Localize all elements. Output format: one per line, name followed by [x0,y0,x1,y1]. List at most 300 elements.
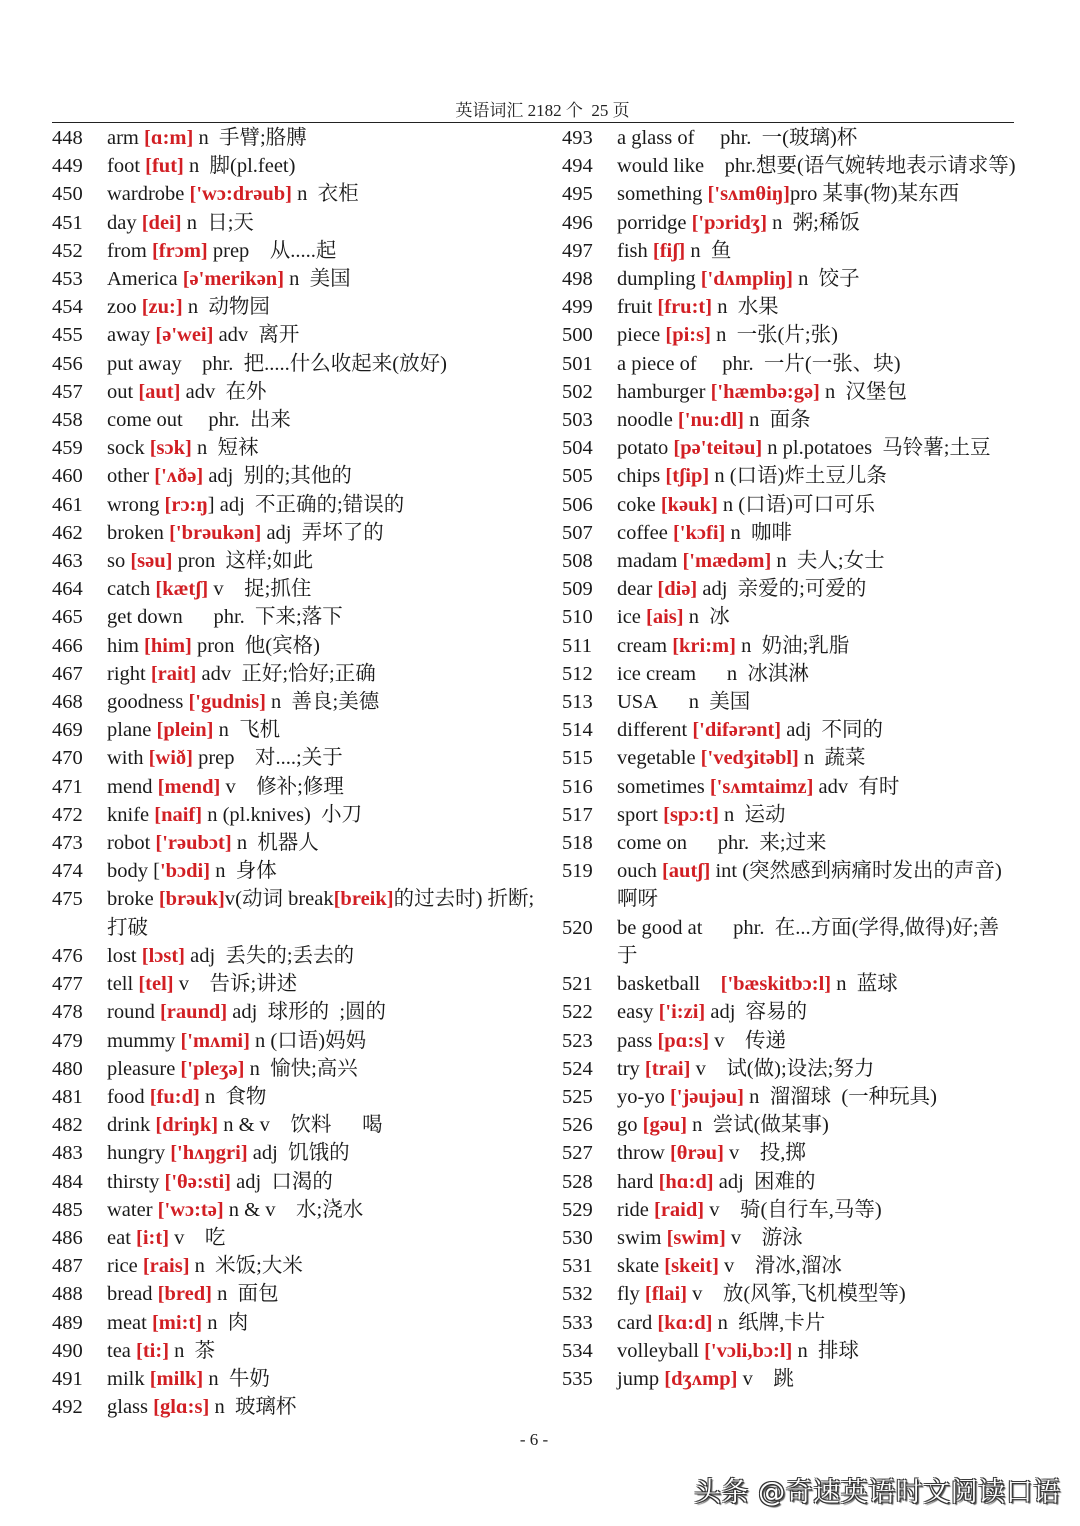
entry-phonetic: [plein] [156,719,214,742]
entry-word: wrong [107,493,160,516]
entry-body [107,857,277,885]
entry-word: fly [617,1283,640,1306]
entry-word: tell [107,973,134,996]
entry-definition: phr. 一(玻璃)杯 [694,127,858,149]
entry-definition: n 纸牌,卡片 [712,1311,826,1334]
entry-number: 494 [562,155,593,178]
entry-number: 461 [52,493,83,516]
entry-definition: n 愉快;高兴 [244,1057,358,1080]
entry-definition: n (口语)妈妈 [249,1029,367,1052]
entry-body [617,124,857,152]
entry-word: water [107,1198,153,1221]
entry-number: 492 [52,1396,83,1419]
entry-phonetic: [zu:] [141,296,183,319]
entry-body [617,914,1017,970]
entry-word: tea [107,1339,131,1362]
entry-word: goodness [107,691,184,714]
vocab-entry [52,180,552,208]
entry-number: 467 [52,662,83,685]
entry-number: 522 [562,1001,593,1024]
entry-number: 474 [52,860,83,883]
entry-number: 491 [52,1367,83,1390]
entry-phonetic: [driŋk] [155,1114,219,1137]
entry-number: 519 [562,860,593,883]
entry-word: fruit [617,296,653,319]
vocab-entry [562,519,1017,547]
vocab-entry [562,462,1017,490]
entry-word: try [617,1057,640,1080]
entry-word: away [107,324,151,347]
vocab-entry [562,688,1017,716]
entry-word: be good at [617,916,703,939]
vocab-entry [562,1309,1017,1337]
entry-definition: n 脚(pl.feet) [183,155,296,178]
entry-definition: adv 离开 [213,324,300,347]
entry-number: 516 [562,775,593,798]
vocab-entry [562,1280,1017,1308]
entry-body [617,155,1016,177]
entry-number: 530 [562,1226,593,1249]
entry-number: 483 [52,1142,83,1165]
vocab-entry [562,321,1017,349]
entry-number: 512 [562,662,593,685]
entry-number: 533 [562,1311,593,1334]
entry-definition: pro 某事(物)某东西 [790,183,960,206]
entry-definition: prep 对....;关于 [192,747,343,770]
vocab-entry [52,773,552,801]
entry-definition: n 玻璃杯 [209,1396,297,1419]
entry-body [107,265,351,293]
entry-body [107,1365,270,1393]
entry-number: 501 [562,352,593,375]
entry-body [107,350,447,378]
entry-number: 526 [562,1114,593,1137]
vocab-entry [52,462,552,490]
entry-body [617,1139,806,1167]
entry-word: hungry [107,1142,166,1165]
entry-number: 504 [562,437,593,460]
entry-body [617,773,899,801]
entry-definition: adj 亲爱的;可爱的 [697,578,867,601]
entry-word: come on [617,832,688,855]
vocab-entry [52,547,552,575]
entry-phonetic: [milk] [149,1367,204,1390]
vocab-entry [562,265,1017,293]
entry-number: 477 [52,973,83,996]
entry-phonetic: ['pleʒə] [180,1057,245,1080]
vocab-entry [562,1139,1017,1167]
entry-body [617,1168,816,1196]
entry-phonetic: [kætʃ] [155,578,209,601]
entry-phonetic: [mend] [157,775,221,798]
entry-body [107,716,280,744]
entry-word: wardrobe [107,183,185,206]
entry-number: 498 [562,268,593,291]
entry-body [617,632,849,660]
entry-number: 463 [52,550,83,573]
entry-phonetic: [lɔst] [141,944,186,967]
vocab-entry [52,1365,552,1393]
entry-number: 459 [52,437,83,460]
entry-number: 515 [562,747,593,770]
entry-number: 506 [562,493,593,516]
entry-number: 469 [52,719,83,742]
entry-body [617,519,792,547]
entry-definition: v 跳 [737,1367,794,1390]
entry-body [107,293,270,321]
entry-phonetic: [ti:] [136,1339,170,1362]
entry-phonetic: [i:t] [136,1226,170,1249]
entry-definition: n 飞机 [213,719,281,742]
entry-body [617,1224,803,1252]
entry-body [107,998,386,1026]
entry-phonetic: ['jəujəu] [669,1085,744,1108]
entry-body [617,1055,874,1083]
vocab-entry [52,1224,552,1252]
vocab-entry [52,603,552,631]
entry-definition: n 动物园 [182,296,270,319]
entry-definition: adj 容易的 [705,1001,808,1024]
entry-word: pleasure [107,1057,176,1080]
entry-number: 518 [562,832,593,855]
entry-body [107,829,319,857]
entry-phonetic: ['wɔ:tə] [157,1198,224,1221]
entry-word: body [107,860,148,883]
entry-body [107,547,313,575]
entry-word: day [107,211,137,234]
entry-number: 448 [52,127,83,149]
entry-body [107,124,307,152]
entry-number: 457 [52,380,83,403]
vocab-entry [562,744,1017,772]
entry-word: coke [617,493,656,516]
vocab-entry [52,1111,552,1139]
entry-word: would like [617,155,705,178]
entry-number: 496 [562,211,593,234]
entry-phonetic: [bred] [157,1283,212,1306]
entry-definition: v 骑(自行车,马等) [704,1198,882,1221]
entry-number: 508 [562,550,593,573]
vocab-entry [52,491,552,519]
vocab-entry [562,632,1017,660]
entry-number: 524 [562,1057,593,1080]
entry-phonetic: [frɔm] [151,239,208,262]
entry-definition: adj 别的;其他的 [203,465,352,488]
entry-definition: n 冰 [683,606,730,629]
vocab-entry [562,801,1017,829]
vocab-entry [52,434,552,462]
entry-body [107,885,552,941]
entry-phonetic: [glɑ:s] [153,1396,210,1419]
entry-phonetic: [pə'teitəu] [673,437,763,460]
vocab-entry [562,1111,1017,1139]
entry-body [107,209,254,237]
vocab-entry [52,1280,552,1308]
entry-definition: adj 口渴的 [231,1170,333,1193]
entry-number: 479 [52,1029,83,1052]
entry-body [107,321,299,349]
entry-phonetic: ['i:zi] [658,1001,706,1024]
vocab-entry [52,1083,552,1111]
entry-body [107,1111,383,1139]
entry-definition: n 善良;美德 [265,691,380,714]
entry-number: 452 [52,239,83,262]
entry-definition: n (口语)炸土豆儿条 [709,465,887,488]
entry-body [617,1196,882,1224]
entry-phonetic: [rait] [150,662,197,685]
entry-definition: prep 从.....起 [207,239,337,262]
entry-definition: 的过去时) 折断;打破 [107,888,535,939]
entry-phonetic: [hɑ:d] [658,1170,714,1193]
entry-body [617,857,1017,913]
entry-definition: v 传递 [709,1029,786,1052]
entry-body [617,1337,859,1365]
entry-word: ice [617,606,641,629]
entry-number: 509 [562,578,593,601]
entry-word: vegetable [617,747,696,770]
entry-phonetic: [pɑ:s] [657,1029,710,1052]
entry-definition: adj 困难的 [713,1170,816,1193]
vocab-entry [52,1196,552,1224]
entry-body [107,603,343,631]
entry-body [617,547,885,575]
entry-number: 458 [52,409,83,432]
entry-number: 514 [562,719,593,742]
entry-definition: adj 弄坏了的 [261,521,384,544]
entry-word: a glass of [617,127,695,149]
entry-definition: pron 他(宾格) [191,634,320,657]
vocab-entry [52,1055,552,1083]
entry-word: fish [617,239,648,262]
entry-body [107,632,320,660]
vocab-entry [562,603,1017,631]
vocab-entry [52,1309,552,1337]
entry-word: coffee [617,521,668,544]
entry-number: 486 [52,1226,83,1249]
vocab-entry [52,744,552,772]
entry-definition: n 水果 [712,296,779,319]
entry-phonetic: [fut] [145,155,184,178]
entry-phonetic: ['ʌðə] [154,465,204,488]
vocab-entry [52,1168,552,1196]
entry-word: get down [107,606,183,629]
entry-definition: v(动词 break [224,888,334,911]
entry-phonetic: [kɑ:d] [657,1311,713,1334]
entry-body [617,970,898,998]
entry-definition: adv 正好;恰好;正确 [196,662,376,685]
entry-number: 456 [52,352,83,375]
entry-number: 478 [52,1001,83,1024]
entry-word: piece [617,324,661,347]
entry-definition: n 短袜 [191,437,259,460]
entry-word: dear [617,578,653,601]
entry-number: 455 [52,324,83,347]
vocab-entry [52,1139,552,1167]
entry-body [107,801,362,829]
entry-number: 471 [52,775,83,798]
entry-definition: n 饺子 [793,268,860,291]
entry-phonetic: [aut] [138,380,181,403]
entry-body [617,180,959,208]
entry-phonetic: [fru:t] [657,296,713,319]
entry-definition: v 放(风筝,飞机模型等) [687,1283,906,1306]
entry-phonetic: [fiʃ] [652,239,686,262]
vocab-entry [52,152,552,180]
entry-word: broken [107,521,164,544]
entry-word: so [107,550,126,573]
entry-body [107,1309,248,1337]
entry-phonetic: [raund] [159,1001,228,1024]
entry-word: volleyball [617,1339,699,1362]
entry-number: 487 [52,1255,83,1278]
entry-word: different [617,719,688,742]
entry-phonetic: [ɑ:m] [144,127,194,149]
entry-definition: v 告诉;讲述 [173,973,298,996]
entry-body [107,519,384,547]
entry-phonetic: [skeit] [664,1255,719,1278]
vocab-entry [562,829,1017,857]
entry-phonetic: ['nu:dl] [677,409,744,432]
entry-word: right [107,662,146,685]
entry-definition: pron 这样;如此 [172,550,314,573]
entry-definition: n 运动 [718,803,786,826]
vocab-entry [562,1083,1017,1111]
entry-definition: n 一张(片;张) [710,324,838,347]
entry-definition: n (口语)可口可乐 [717,493,875,516]
entry-phonetic: [spɔ:t] [663,803,719,826]
vocab-entry [562,1168,1017,1196]
entry-word: knife [107,803,150,826]
entry-definition: adj 饥饿的 [247,1142,350,1165]
entry-definition: adj 不正确的;错误的 [214,493,405,516]
entry-number: 449 [52,155,83,178]
entry-definition: n & v 饮料 喝 [218,1114,383,1137]
entry-definition: n 肉 [202,1311,249,1334]
entry-definition: adv 有时 [813,775,900,798]
entry-body [107,406,291,434]
entry-definition: phr. 在...方面(学得,做得)好;善于 [617,916,1000,967]
entry-body [617,209,860,237]
vocab-entry [562,209,1017,237]
entry-phonetic: ['wɔ:drəub] [189,183,293,206]
vocab-entry [52,1393,552,1421]
entry-phonetic: [flai] [644,1283,688,1306]
vocab-entry [52,716,552,744]
entry-number: 523 [562,1029,593,1052]
vocab-entry [562,124,1017,152]
vocab-entry [52,801,552,829]
entry-definition: n 美国 [658,691,751,714]
vocab-entry [562,1027,1017,1055]
entry-body [617,321,838,349]
entry-word: him [107,634,139,657]
entry-number: 450 [52,183,83,206]
entry-number: 493 [562,127,593,149]
vocab-entry [562,773,1017,801]
entry-definition: n 粥;稀饭 [767,211,860,234]
entry-definition: phr. 来;过来 [687,832,827,855]
entry-phonetic: ['kɔfi] [672,521,726,544]
entry-phonetic: ['vedʒitəbl] [700,747,799,770]
entry-definition: n 鱼 [685,239,732,262]
entry-definition: n (pl.knives) 小刀 [202,803,363,826]
vocab-entry [562,575,1017,603]
entry-body [617,660,809,688]
entry-phonetic: ['mʌmi] [180,1029,250,1052]
entry-body [107,1196,363,1224]
entry-number: 528 [562,1170,593,1193]
entry-phonetic: ['θə:sti] [164,1170,232,1193]
vocab-entry [52,970,552,998]
entry-word: go [617,1114,638,1137]
entry-definition: v 投,掷 [723,1142,806,1165]
entry-phonetic: [brəuk] [158,888,225,911]
vocab-entry [562,1196,1017,1224]
entry-word: put away [107,352,182,375]
entry-phonetic: ['sʌmθiŋ] [707,183,790,206]
watermark: 头条 @奇速英语时文阅读口语 [694,1477,1061,1508]
entry-phonetic: ['gudnis] [188,691,266,714]
entry-definition: n 汉堡包 [819,380,907,403]
entry-word: other [107,465,150,488]
vocab-entry [562,237,1017,265]
entry-number: 535 [562,1367,593,1390]
entry-definition: v 试(做);设法;努力 [690,1057,875,1080]
entry-phonetic: [mi:t] [151,1311,203,1334]
entry-definition: n 尝试(做某事) [687,1114,829,1137]
entry-definition: n 食物 [199,1085,267,1108]
entry-body [617,434,991,462]
vocab-entry [562,857,1017,913]
entry-number: 495 [562,183,593,206]
entry-word: ice cream [617,662,697,685]
entry-body [617,378,907,406]
vocab-entry [562,152,1017,180]
entry-definition: n 衣柜 [292,183,359,206]
entry-word: skate [617,1255,660,1278]
vocab-entry [562,660,1017,688]
entry-body [107,462,352,490]
entry-definition: n pl.potatoes 马铃薯;土豆 [762,437,991,460]
entry-definition: v 捉;抓住 [208,578,312,601]
entry-definition: n 蓝球 [831,973,898,996]
entry-word: mummy [107,1029,176,1052]
entry-body [107,1252,303,1280]
entry-definition: n 排球 [792,1339,859,1362]
entry-number: 531 [562,1255,593,1278]
entry-number: 502 [562,380,593,403]
entry-phonetic: ['dʌmpliŋ] [700,268,793,291]
entry-body [107,1083,266,1111]
entry-word: sport [617,803,658,826]
entry-phonetic: [θrəu] [669,1142,724,1165]
entry-phonetic: [swim] [666,1226,726,1249]
entry-number: 460 [52,465,83,488]
header-rule [52,122,1014,123]
vocab-entry [52,1252,552,1280]
phonetic-bracket: ] [207,493,215,516]
entry-definition: phr. 把.....什么收起来(放好) [181,352,447,375]
entry-word: USA [617,691,659,714]
entry-body [107,1224,225,1252]
entry-phonetic: [autʃ] [661,860,711,883]
entry-word: bread [107,1283,153,1306]
entry-phonetic: [rɔ:ŋ [164,493,208,516]
entry-word: foot [107,155,141,178]
entry-phonetic: [ə'wei] [155,324,214,347]
entry-body [107,773,344,801]
entry-word: broke [107,888,154,911]
